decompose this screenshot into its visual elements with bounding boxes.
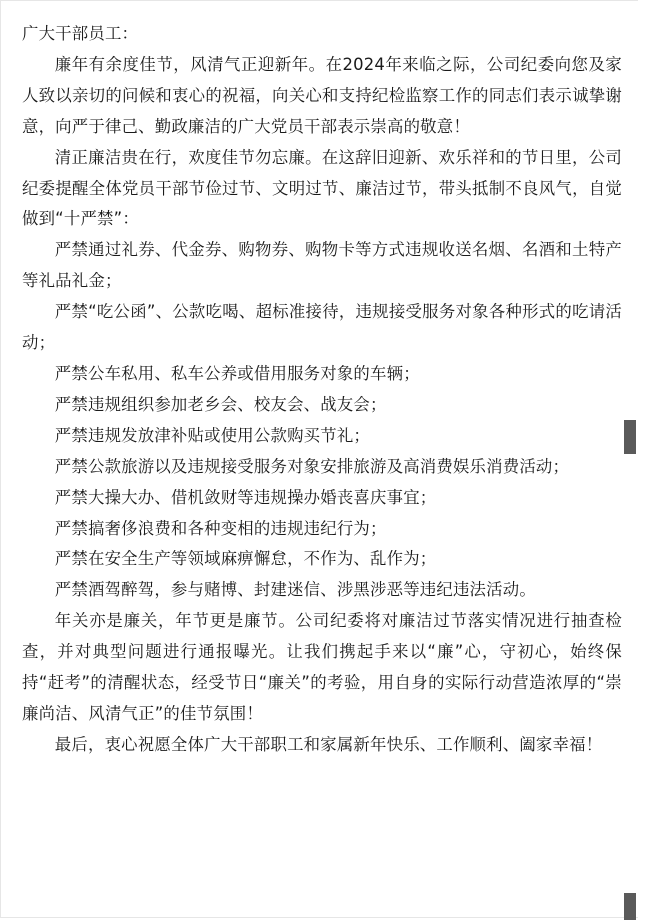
prohibition-item-6: 严禁公款旅游以及违规接受服务对象安排旅游及高消费娱乐消费活动； bbox=[54, 456, 570, 476]
paragraph-reminder: 清正廉洁贵在行，欢度佳节勿忘廉。在这辞旧迎新、欢乐祥和的节日里，公司纪委提醒全体党员干部节俭过节、文明过节、廉洁过节，带头抵制不良风气，自觉做到“十严禁”： bbox=[22, 147, 622, 229]
prohibition-item-7: 严禁大操大办、借机敛财等违规操办婚丧喜庆事宜； bbox=[54, 487, 437, 507]
prohibition-item-8: 严禁搞奢侈浪费和各种变相的违规违纪行为； bbox=[54, 518, 387, 538]
salutation: 广大干部员工： bbox=[22, 24, 139, 43]
prohibition-item-1: 严禁通过礼券、代金券、购物券、购物卡等方式违规收送名烟、名酒和土特产等礼品礼金； bbox=[22, 240, 622, 291]
prohibition-item-4: 严禁违规组织参加老乡会、校友会、战友会； bbox=[54, 394, 387, 414]
paragraph-closing: 最后，衷心祝愿全体广大干部职工和家属新年快乐、工作顺利、阖家幸福！ bbox=[54, 734, 603, 754]
prohibition-item-2: 严禁“吃公函”、公款吃喝、超标准接待，违规接受服务对象各种形式的吃请活动； bbox=[22, 302, 622, 353]
prohibition-item-10: 严禁酒驾醉驾，参与赌博、封建迷信、涉黑涉恶等违纪违法活动。 bbox=[54, 580, 536, 600]
paragraph-greeting: 廉年有余度佳节，风清气正迎新年。在2024年来临之际，公司纪委向您及家人致以亲切的问候和衷心的祝福，向关心和支持纪检监察工作的同志们表示诚挚谢意，向严于律己、勤政廉洁的广大党员干部表示崇高的敬意！ bbox=[22, 54, 622, 136]
scroll-marker-top[interactable] bbox=[624, 420, 636, 454]
prohibition-item-9: 严禁在安全生产等领域麻痹懈怠，不作为、乱作为； bbox=[54, 549, 437, 569]
paragraph-inspection: 年关亦是廉关，年节更是廉节。公司纪委将对廉洁过节落实情况进行抽查检查，并对典型问题进行通报曝光。让我们携起手来以“廉”心，守初心，始终保持“赶考”的清醒状态，经受节日“廉关”的考验，用自身的实际行动营造浓厚的“崇廉尚洁、风清气正”的佳节氛围！ bbox=[22, 611, 622, 723]
prohibition-item-5: 严禁违规发放津补贴或使用公款购买节礼； bbox=[54, 425, 371, 445]
scroll-marker-bottom[interactable] bbox=[624, 893, 636, 920]
prohibition-item-3: 严禁公车私用、私车公养或借用服务对象的车辆； bbox=[54, 363, 420, 383]
document-body bbox=[22, 19, 622, 761]
